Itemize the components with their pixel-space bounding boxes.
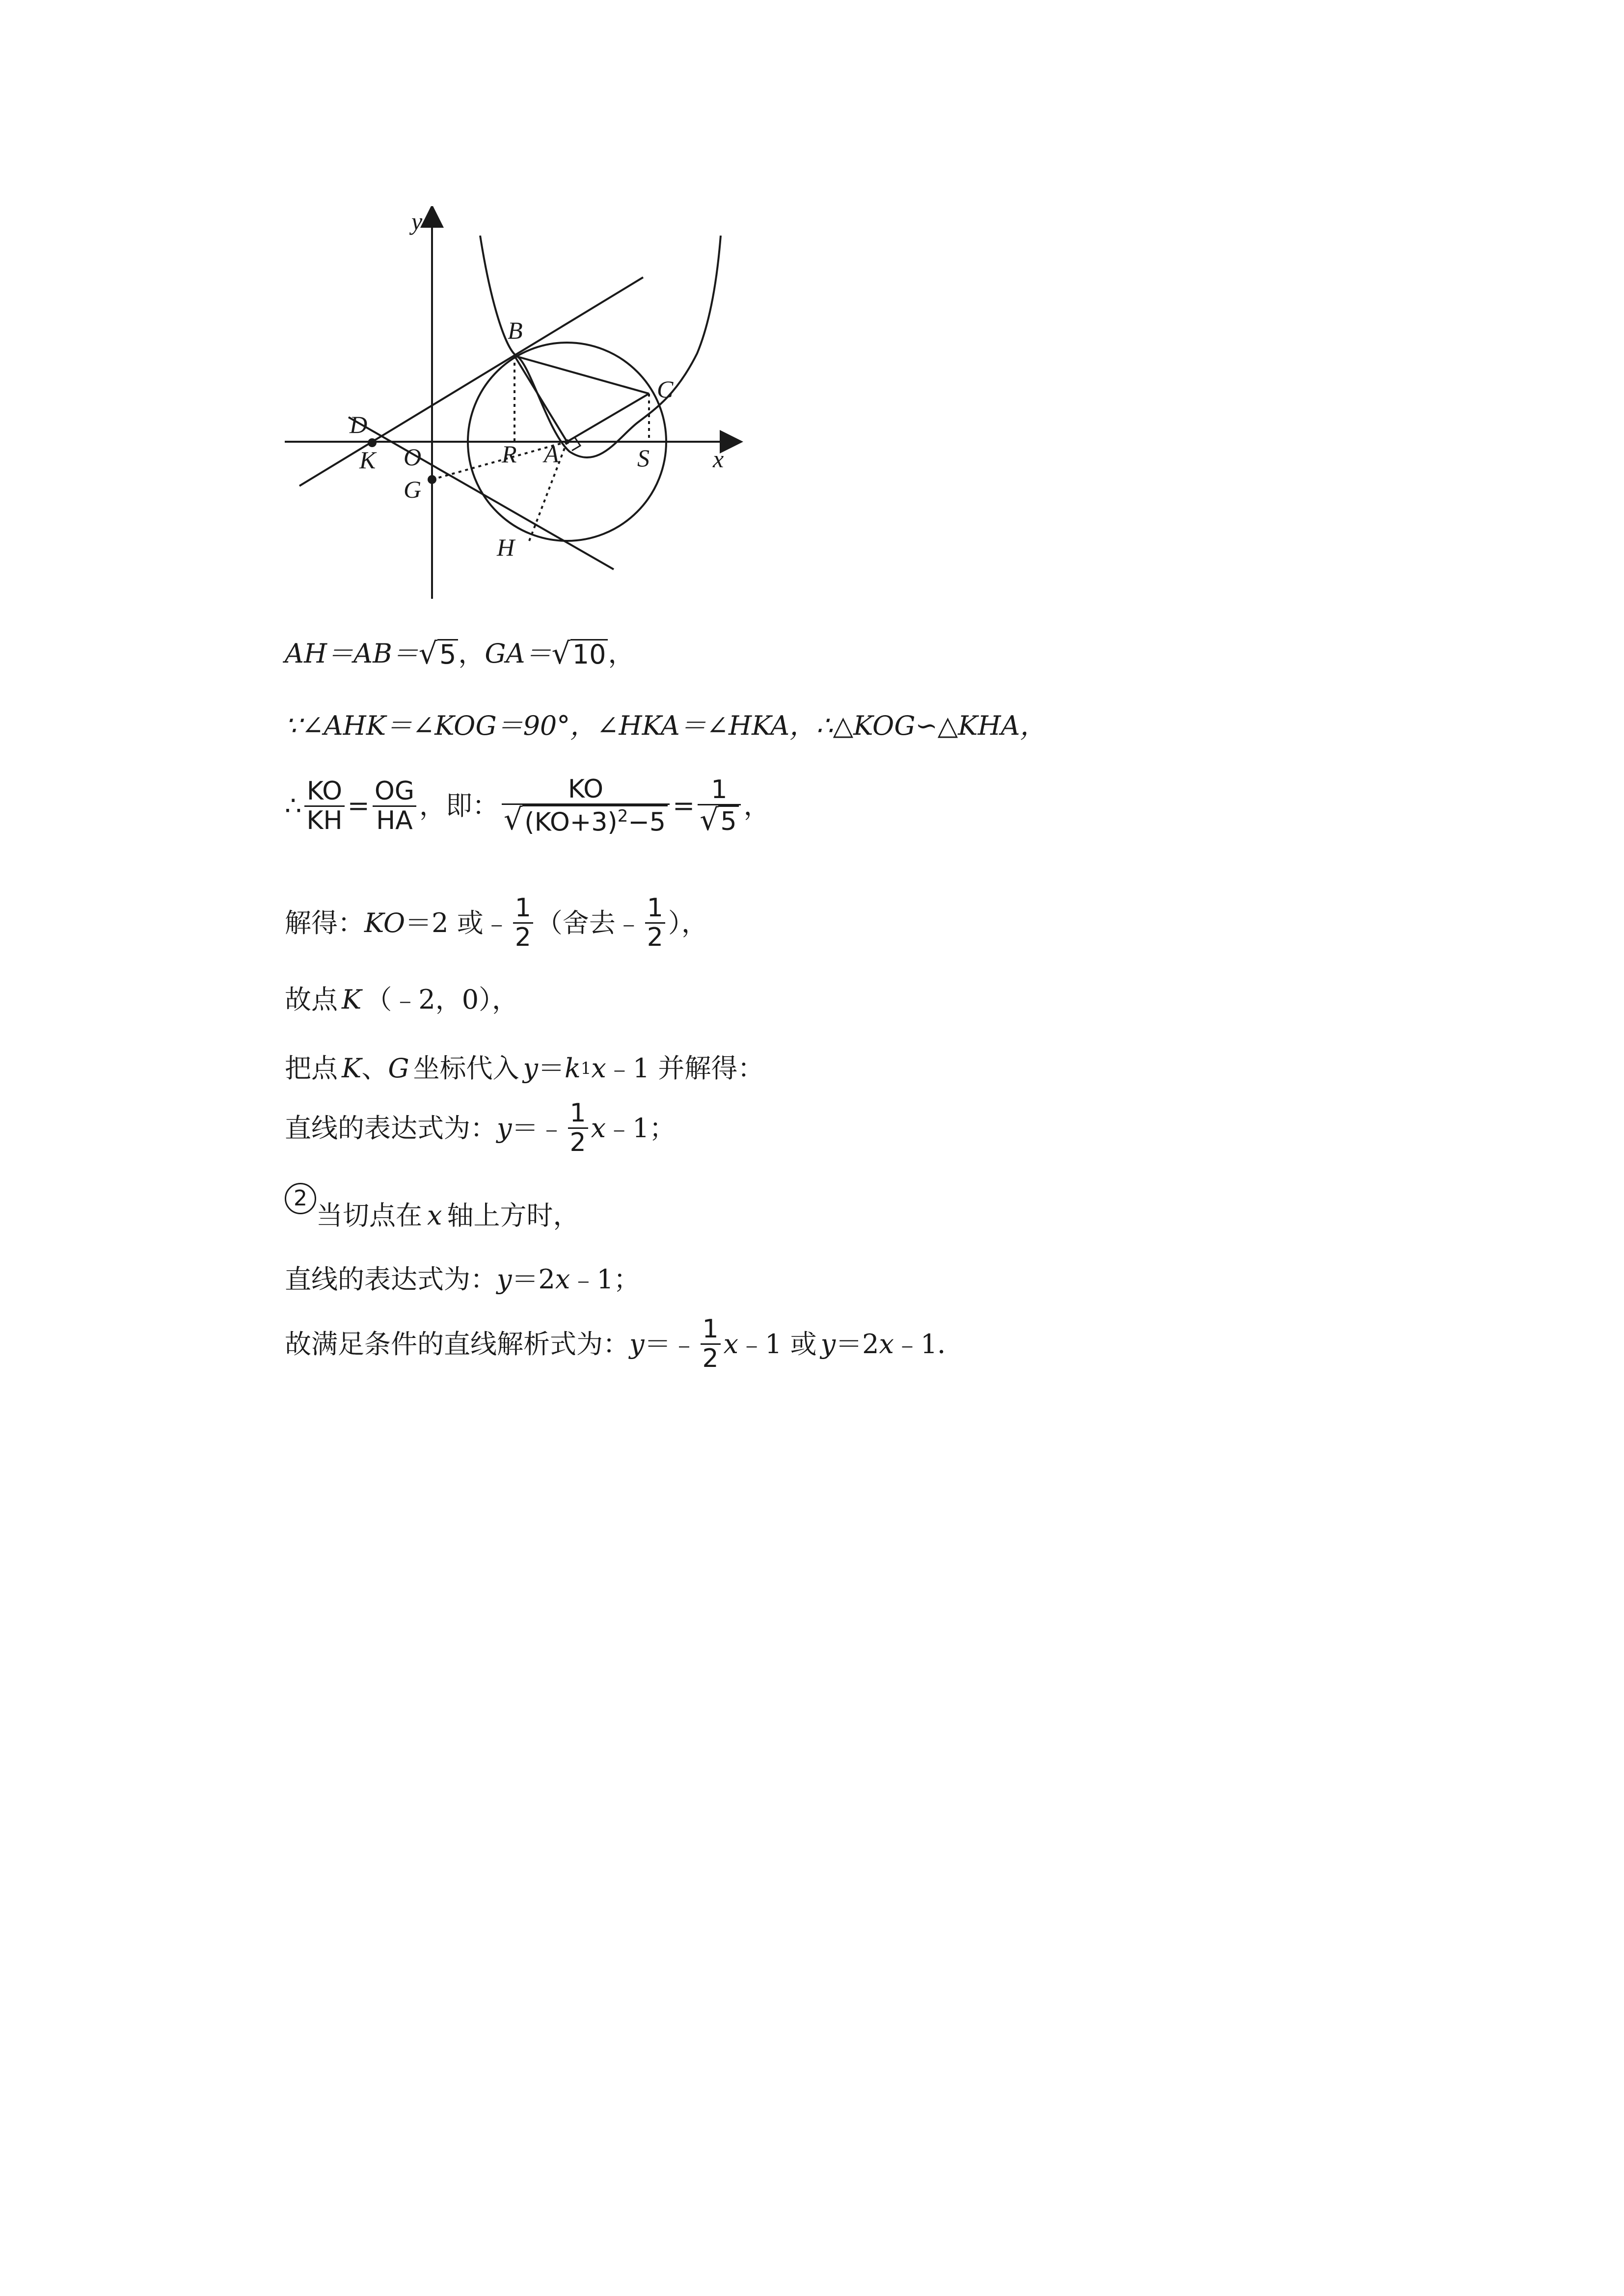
l3-f1-den: KH — [306, 805, 343, 835]
label-d: D — [350, 411, 368, 438]
frac-half-3 — [568, 1099, 588, 1157]
l7-f-num: 1 — [569, 1098, 586, 1128]
l5-c: （﹣2，0）， — [365, 984, 519, 1015]
l4-b: KO — [364, 907, 406, 938]
l6-i: x — [591, 1053, 606, 1084]
frac-1-sqrt5 — [698, 776, 740, 836]
label-s: S — [637, 444, 650, 472]
l6-b: K — [342, 1053, 362, 1084]
l5-b: K — [342, 984, 362, 1015]
l3-f3-den: √ $(KO+3)^2-5$ — [502, 805, 670, 837]
l3-f2-den: HA — [376, 805, 413, 835]
l3-f2-num: OG — [374, 776, 415, 806]
l4-g-num: 1 — [647, 893, 663, 923]
parabola-curve — [480, 236, 721, 457]
label-r: R — [502, 440, 517, 468]
l8-b: x — [427, 1200, 442, 1231]
l4-f-num: 1 — [514, 893, 531, 923]
label-g: G — [404, 476, 422, 503]
l3-f1-num: KO — [306, 776, 343, 806]
frac-half-4 — [701, 1315, 721, 1373]
line-5 — [285, 984, 519, 1015]
l6-e: 坐标代入 — [413, 1053, 519, 1084]
l10-d: x — [723, 1328, 739, 1360]
line-4 — [285, 894, 708, 952]
l3-eq: = — [347, 790, 370, 822]
label-b: B — [508, 317, 523, 344]
l4-a: 解得： — [285, 907, 364, 938]
l9-e: ﹣1； — [570, 1264, 640, 1295]
l8-c: 轴上方时， — [447, 1200, 580, 1231]
l10-e: ﹣1 或 — [738, 1328, 817, 1360]
l4-f-den: 2 — [514, 923, 531, 953]
line-kgh — [349, 417, 614, 569]
l6-h-sub: 1 — [580, 1059, 592, 1078]
line-8 — [285, 1183, 579, 1229]
l9-c: ＝2 — [512, 1264, 555, 1295]
l3-f4-den: √ 5 — [698, 805, 740, 836]
point-a — [565, 439, 569, 444]
frac-ko-kh — [304, 777, 344, 835]
label-h: H — [497, 534, 515, 561]
l3-eq2: = — [673, 790, 695, 822]
l10-g: y — [820, 1328, 836, 1360]
label-o: O — [404, 443, 422, 471]
line-6 — [285, 1055, 764, 1082]
l6-f: y — [523, 1053, 538, 1084]
l7-e: ﹣1； — [606, 1112, 676, 1144]
l3-end: ， — [743, 790, 770, 822]
l4-d: （舍去﹣ — [536, 907, 642, 938]
l2-text: ∵∠AHK＝∠KOG＝90°，∠HKA＝∠HKA，∴△KOG∽△KHA， — [285, 710, 1047, 741]
l3-f3-num: KO — [568, 774, 604, 804]
l6-j: ﹣1 并解得： — [606, 1053, 764, 1084]
line-1 — [285, 637, 635, 671]
line-7 — [285, 1099, 676, 1157]
l6-d: G — [388, 1053, 409, 1084]
label-x-axis: x — [713, 445, 724, 473]
l6-a: 把点 — [285, 1053, 338, 1084]
l10-j: ﹣1． — [893, 1328, 964, 1360]
l3-therefore: ∴ — [285, 790, 302, 822]
label-y-axis: y — [411, 208, 423, 235]
l9-b: y — [497, 1264, 512, 1295]
line-2 — [285, 710, 1047, 741]
l7-f-den: 2 — [569, 1128, 586, 1158]
geometry-figure — [275, 206, 746, 609]
label-c: C — [657, 375, 674, 403]
l3-ji: ，即： — [419, 790, 499, 822]
l3-f3-den-tail: −5 — [628, 807, 666, 837]
figure-svg — [275, 206, 746, 609]
label-a: A — [544, 440, 559, 468]
l4-c: ＝2 或﹣ — [405, 907, 510, 938]
l3-f3-den-exp: 2 — [617, 806, 628, 827]
l10-h: ＝2 — [836, 1328, 879, 1360]
l3-f3-den-sqrt: (KO+3) — [524, 807, 618, 837]
l1-sqrt1: 5 — [437, 639, 458, 668]
frac-half-1 — [513, 894, 533, 952]
l4-g-den: 2 — [647, 923, 663, 953]
l1-sqrt2: 10 — [570, 639, 608, 668]
l10-f-num: 1 — [702, 1314, 719, 1344]
line-3 — [285, 775, 770, 837]
sqrt-5: √ 5 — [419, 639, 459, 668]
l6-h: k — [565, 1053, 581, 1084]
l1-part1: AH＝AB＝ — [285, 638, 419, 669]
l1-part3: GA＝ — [485, 638, 552, 669]
l10-f-den: 2 — [702, 1344, 719, 1374]
l10-c: ＝﹣ — [644, 1328, 698, 1360]
l5-a: 故点 — [285, 984, 338, 1015]
line-9 — [285, 1266, 640, 1293]
line-10 — [285, 1315, 964, 1373]
l8-a: 当切点在 — [316, 1200, 422, 1231]
frac-og-ha — [373, 777, 416, 835]
label-k: K — [359, 446, 376, 474]
l3-f4-den-sqrt: 5 — [718, 805, 738, 836]
tangent-line-upper — [299, 277, 643, 486]
l3-f4-num: 1 — [711, 775, 728, 805]
l10-b: y — [629, 1328, 645, 1360]
l7-c: ＝﹣ — [512, 1112, 565, 1144]
l9-d: x — [555, 1264, 570, 1295]
frac-half-2 — [645, 894, 665, 952]
segment-ac — [567, 394, 649, 442]
l9-a: 直线的表达式为： — [285, 1264, 497, 1295]
sqrt-10: √ 10 — [552, 639, 608, 668]
l1-part4: ， — [608, 638, 635, 669]
l10-a: 故满足条件的直线解析式为： — [285, 1328, 629, 1360]
point-g — [428, 475, 436, 484]
l10-i: x — [879, 1328, 894, 1360]
l4-e: ）， — [668, 907, 708, 938]
frac-ko-sqrt — [502, 775, 670, 837]
circled-number: 2 — [285, 1183, 316, 1214]
l7-b: y — [497, 1112, 512, 1144]
l6-g: ＝ — [538, 1053, 565, 1084]
l7-a: 直线的表达式为： — [285, 1112, 497, 1144]
l1-part2: ， — [458, 638, 485, 669]
l6-c: 、 — [361, 1053, 388, 1084]
l7-d: x — [591, 1112, 606, 1144]
